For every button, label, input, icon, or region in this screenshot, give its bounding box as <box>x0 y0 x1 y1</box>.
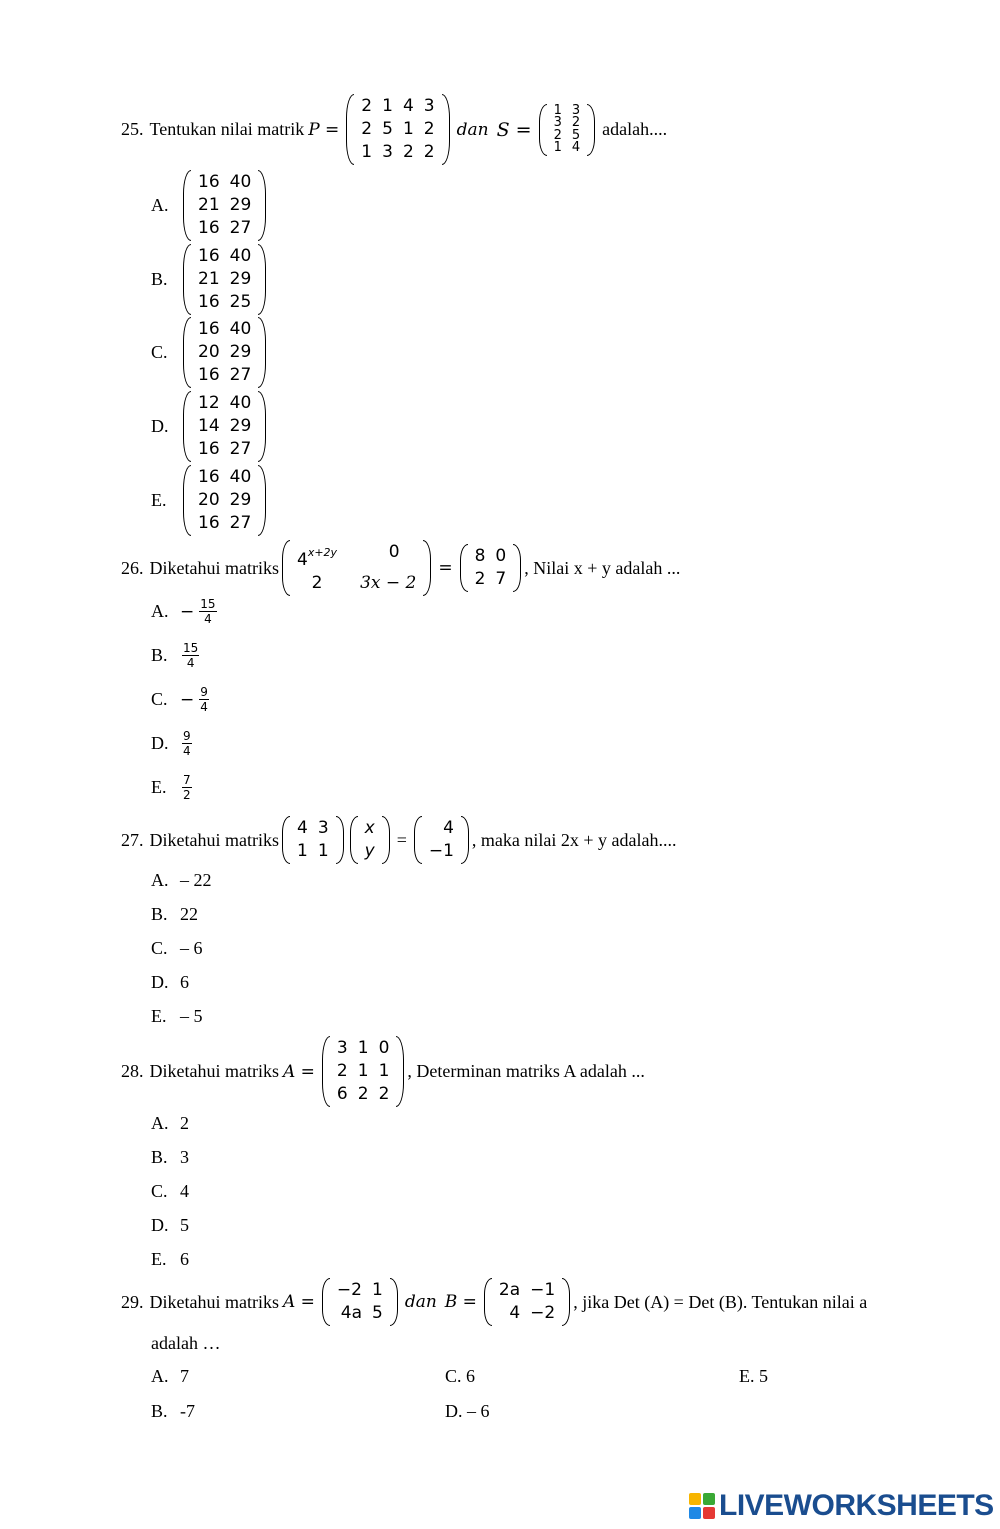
matrix-cell: 2 <box>361 119 373 139</box>
matrix-cell: 40 <box>229 172 252 192</box>
fraction: $\frac{7}{2}$ <box>183 773 191 802</box>
option-25-e[interactable] <box>151 465 269 536</box>
matrix-a-label: A = <box>282 1292 315 1312</box>
matrix-cell: 5 <box>571 127 581 143</box>
matrix-cell: y <box>364 841 375 861</box>
matrix-grid <box>330 1278 390 1326</box>
question-tail: , jika Det (A) = Det (B). Tentukan nilai a <box>573 1291 868 1312</box>
matrix-cell: 29 <box>229 342 252 362</box>
matrix-cell: −2 <box>336 1280 362 1300</box>
matrix-cell: 1 <box>553 102 562 118</box>
matrix-grid <box>191 317 258 388</box>
matrix-cell: 4 <box>402 96 414 116</box>
matrix-cell: 2a <box>498 1280 521 1300</box>
matrix-cell: 16 <box>198 246 220 266</box>
matrix-cell: 29 <box>229 416 252 436</box>
option-29-c[interactable]: C. 6 <box>445 1366 476 1386</box>
option-26-e[interactable]: E. $\frac{7}{2}$ <box>151 773 191 802</box>
matrix-cell: 29 <box>229 195 252 215</box>
option-matrix <box>183 317 266 388</box>
matrix-cell: 4 <box>296 818 308 838</box>
matrix-cell: 3 <box>553 115 562 130</box>
matrix-cell: 2 <box>378 1084 390 1104</box>
matrix-grid <box>468 544 514 592</box>
option-26-b[interactable]: B. $\frac{15}{4}$ <box>151 641 199 670</box>
option-matrix <box>183 244 266 315</box>
matrix-cell: 27 <box>229 218 252 238</box>
matrix-cell: 2 <box>361 96 373 116</box>
matrix-cell: 16 <box>198 439 220 459</box>
matrix-grid <box>191 244 258 315</box>
matrix-cell: 6 <box>336 1084 348 1104</box>
option-29-b[interactable]: B. -7 <box>151 1401 195 1421</box>
option-25-b[interactable] <box>151 244 269 315</box>
question-29-line2: adalah … <box>151 1333 221 1353</box>
matrix-cell: 0 <box>495 546 507 566</box>
matrix-cell: 1 <box>357 1038 369 1058</box>
matrix-a <box>322 1036 404 1107</box>
matrix-cell: 0 <box>378 1038 390 1058</box>
matrix-grid <box>492 1278 562 1326</box>
equals-sign: = <box>438 558 453 578</box>
matrix-cell: 5 <box>382 119 393 139</box>
matrix-m1 <box>282 816 344 864</box>
matrix-b <box>484 1278 570 1326</box>
fraction: $\frac{15}{4}$ <box>200 597 216 626</box>
matrix-m3 <box>414 816 469 864</box>
matrix-cell: 1 <box>317 841 329 861</box>
liveworksheets-logo <box>689 1489 994 1523</box>
matrix-grid <box>290 816 336 864</box>
matrix-p-label: P = <box>308 119 340 140</box>
matrix-cell: 2 <box>336 1061 348 1081</box>
matrix-cell: −2 <box>530 1303 556 1323</box>
matrix-cell: 8 <box>474 546 486 566</box>
matrix-cell: 14 <box>198 416 220 436</box>
question-number: 29. <box>121 1291 144 1312</box>
matrix-cell: 4 <box>443 818 454 838</box>
matrix-cell: 1 <box>361 142 373 162</box>
question-number: 28. <box>121 1061 144 1081</box>
option-label: E. <box>151 490 167 510</box>
matrix-cell: 40 <box>229 246 252 266</box>
matrix-cell: 1 <box>382 96 393 116</box>
question-number: 27. <box>121 829 144 850</box>
matrix-grid <box>330 1036 396 1107</box>
option-28-c[interactable]: C. 4 <box>151 1181 189 1201</box>
matrix-cell: 16 <box>198 292 220 312</box>
question-intro: Diketahui matriks <box>149 1061 279 1081</box>
logo-square <box>689 1493 701 1505</box>
matrix-lhs: $4^{x+2y}$ 0 2 3x − 2 <box>282 540 431 596</box>
matrix-cell: 3 <box>336 1038 348 1058</box>
matrix-cell: 3 <box>317 818 329 838</box>
option-29-e[interactable]: E. 5 <box>739 1366 768 1386</box>
option-matrix <box>183 391 266 462</box>
logo-square <box>689 1507 701 1519</box>
matrix-cell: −1 <box>428 841 454 861</box>
matrix-grid <box>354 94 441 165</box>
logo-square <box>703 1493 715 1505</box>
option-28-b[interactable]: B. 3 <box>151 1147 189 1167</box>
matrix-cell: 4 <box>509 1303 521 1323</box>
option-29-d[interactable]: D. – 6 <box>445 1401 490 1421</box>
matrix-cell: 29 <box>229 269 252 289</box>
option-27-c[interactable]: C. – 6 <box>151 938 203 958</box>
matrix-cell: 2 <box>553 127 562 143</box>
matrix-p <box>346 94 449 165</box>
matrix-cell: 16 <box>198 467 220 487</box>
matrix-cell: 4a <box>340 1303 362 1323</box>
matrix-cell: 27 <box>229 365 252 385</box>
logo-icon <box>689 1493 715 1519</box>
option-label: B. <box>151 269 168 289</box>
matrix-cell: 5 <box>371 1303 383 1323</box>
question-29 <box>121 1278 867 1326</box>
option-25-c[interactable] <box>151 317 269 388</box>
option-26-d[interactable]: D. $\frac{9}{4}$ <box>151 729 191 758</box>
matrix-b-label: B = <box>444 1292 477 1312</box>
matrix-cell: 20 <box>198 342 220 362</box>
matrix-rhs <box>460 544 522 592</box>
matrix-cell: 2 <box>423 119 435 139</box>
matrix-grid <box>358 816 382 864</box>
question-intro: Diketahui matriks <box>149 1291 279 1312</box>
matrix-cell: 40 <box>229 393 252 413</box>
question-tail: , Nilai x + y adalah ... <box>524 557 681 578</box>
matrix-cell: 1 <box>378 1061 390 1081</box>
question-28 <box>121 1036 645 1107</box>
matrix-a-label: A = <box>282 1061 315 1082</box>
matrix-cell: 2 <box>571 115 581 130</box>
option-28-e[interactable]: E. 6 <box>151 1249 189 1269</box>
question-tail: , maka nilai 2x + y adalah.... <box>471 829 677 850</box>
question-27 <box>121 816 677 864</box>
option-27-e[interactable]: E. – 5 <box>151 1006 203 1026</box>
question-number: 25. <box>121 119 144 139</box>
matrix-cell: 40 <box>229 467 252 487</box>
question-intro: Tentukan nilai matrik <box>149 119 305 139</box>
matrix-cell: 2 <box>423 142 435 162</box>
option-25-d[interactable] <box>151 391 269 462</box>
matrix-cell: 21 <box>198 195 220 215</box>
option-label: A. <box>151 195 169 215</box>
question-number: 26. <box>121 557 144 578</box>
matrix-cell: 1 <box>296 841 308 861</box>
option-26-a[interactable]: A. − $\frac{15}{4}$ <box>151 597 216 626</box>
matrix-cell: 4 <box>571 140 581 155</box>
matrix-cell: 1 <box>553 140 562 155</box>
matrix-cell: 16 <box>198 513 220 533</box>
matrix-cell: 21 <box>198 269 220 289</box>
question-intro: Diketahui matriks <box>149 557 279 578</box>
matrix-s-label: S = <box>496 118 532 141</box>
matrix-cell: 12 <box>198 393 220 413</box>
matrix-cell: 1 <box>402 119 414 139</box>
matrix-grid <box>191 170 258 241</box>
logo-text: LIVEWORKSHEETS <box>719 1489 994 1522</box>
matrix-grid <box>191 391 258 462</box>
option-label: C. <box>151 342 168 362</box>
option-matrix <box>183 465 266 536</box>
matrix-cell: 20 <box>198 490 220 510</box>
option-28-d[interactable]: D. 5 <box>151 1215 189 1235</box>
matrix-cell: x <box>364 818 375 838</box>
matrix-grid <box>191 465 258 536</box>
matrix-cell: 29 <box>229 490 252 510</box>
matrix-s <box>539 104 596 156</box>
matrix-cell: 27 <box>229 439 252 459</box>
option-label: D. <box>151 416 169 436</box>
matrix-cell: 2 <box>357 1084 369 1104</box>
dan-word: dan <box>404 1292 437 1312</box>
option-28-a[interactable]: A. 2 <box>151 1113 189 1133</box>
matrix-xy <box>350 816 390 864</box>
matrix-cell: 1 <box>371 1280 383 1300</box>
fraction: $\frac{9}{4}$ <box>183 729 191 758</box>
matrix-cell: 1 <box>357 1061 369 1081</box>
matrix-cell: 3 <box>571 102 581 118</box>
matrix-cell: 16 <box>198 218 220 238</box>
question-26 <box>121 540 680 596</box>
equals-sign: = <box>396 829 407 850</box>
option-matrix <box>183 170 266 241</box>
matrix-cell: 40 <box>229 319 252 339</box>
matrix-grid <box>547 104 588 156</box>
option-25-a[interactable] <box>151 170 269 241</box>
option-29-a[interactable]: A. 7 <box>151 1366 189 1386</box>
matrix-cell: 2 <box>474 569 486 589</box>
fraction: $\frac{9}{4}$ <box>200 685 208 714</box>
matrix-cell: 3 <box>382 142 393 162</box>
question-tail: , Determinan matriks A adalah ... <box>407 1061 645 1081</box>
matrix-cell: 2 <box>402 142 414 162</box>
option-27-b[interactable]: B. 22 <box>151 904 198 924</box>
matrix-cell: 27 <box>229 513 252 533</box>
matrix-cell: −1 <box>530 1280 556 1300</box>
option-26-c[interactable]: C. − $\frac{9}{4}$ <box>151 685 208 714</box>
question-25 <box>121 94 671 165</box>
question-tail: adalah.... <box>602 119 668 139</box>
matrix-grid <box>422 816 461 864</box>
fraction: $\frac{15}{4}$ <box>183 641 199 670</box>
logo-square <box>703 1507 715 1519</box>
dan-word: dan <box>456 119 489 140</box>
option-27-d[interactable]: D. 6 <box>151 972 189 992</box>
matrix-cell: 16 <box>198 172 220 192</box>
matrix-cell: 3 <box>423 96 435 116</box>
matrix-a <box>322 1278 398 1326</box>
matrix-cell: 16 <box>198 365 220 385</box>
matrix-cell: 16 <box>198 319 220 339</box>
matrix-cell: 7 <box>495 569 507 589</box>
option-27-a[interactable]: A. – 22 <box>151 870 212 890</box>
question-intro: Diketahui matriks <box>149 829 279 850</box>
matrix-cell: 25 <box>229 292 252 312</box>
